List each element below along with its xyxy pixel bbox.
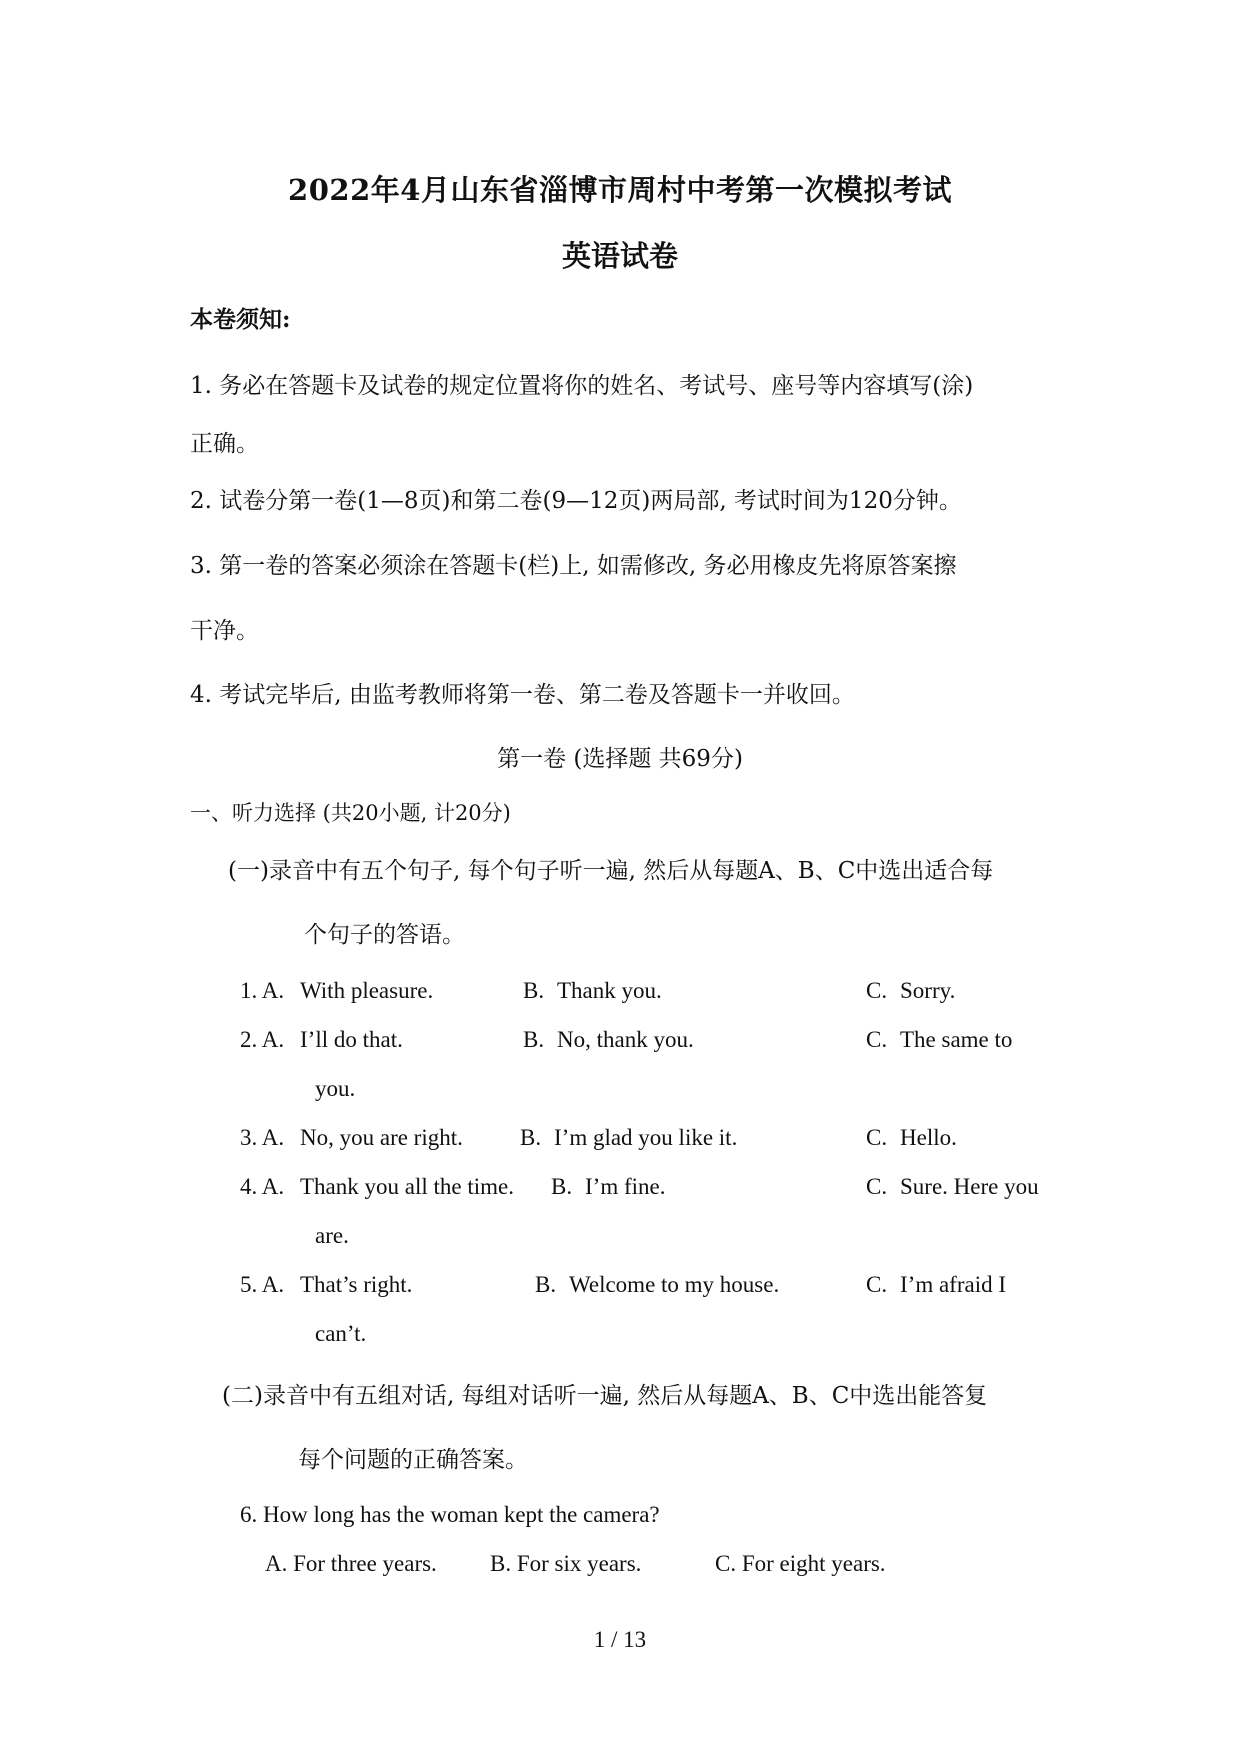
notice-item-2: 2. 试卷分第一卷(1—8页)和第二卷(9—12页)两局部, 考试时间为120分钟。 — [190, 488, 962, 514]
listening-section-title: 一、听力选择 (共20小题, 计20分) — [190, 801, 511, 825]
q4-option-c-cont: are. — [315, 1223, 349, 1248]
q3-number: 3. A. — [240, 1125, 285, 1150]
q2-number: 2. A. — [240, 1027, 285, 1052]
q1-option-c: Sorry. — [900, 978, 956, 1003]
q2-option-c-cont: you. — [315, 1076, 356, 1101]
q3-option-c: Hello. — [900, 1125, 957, 1150]
q4-option-a: Thank you all the time. — [300, 1174, 514, 1199]
q2-option-a: I’ll do that. — [300, 1027, 403, 1052]
q5-option-c-cont: can’t. — [315, 1321, 367, 1346]
q4-option-c-label: C. — [866, 1174, 888, 1199]
q5-option-c-label: C. — [866, 1272, 888, 1297]
notice-item-1: 1. 务必在答题卡及试卷的规定位置将你的姓名、考试号、座号等内容填写(涂) — [190, 373, 974, 399]
q6-stem: 6. How long has the woman kept the camera? — [240, 1502, 660, 1527]
q5-option-b: Welcome to my house. — [569, 1272, 780, 1297]
notice-heading: 本卷须知: — [190, 306, 291, 333]
q5-option-a: That’s right. — [300, 1272, 413, 1297]
page-number: 1 / 13 — [593, 1627, 647, 1652]
q2-option-b-label: B. — [523, 1027, 545, 1052]
exam-subtitle: 英语试卷 — [561, 239, 678, 273]
sub1-instruction-line2: 个句子的答语。 — [304, 922, 465, 948]
q5-number: 5. A. — [240, 1272, 285, 1297]
q1-option-a: With pleasure. — [300, 978, 434, 1003]
part1-heading: 第一卷 (选择题 共69分) — [497, 746, 743, 772]
q1-number: 1. A. — [240, 978, 285, 1003]
exam-title: 2022年4月山东省淄博市周村中考第一次模拟考试 — [288, 173, 952, 207]
q3-option-a: No, you are right. — [300, 1125, 463, 1150]
sub2-instruction-line2: 每个问题的正确答案。 — [298, 1447, 528, 1473]
notice-item-3-cont: 干净。 — [190, 618, 259, 644]
q2-option-c-label: C. — [866, 1027, 888, 1052]
q3-option-b-label: B. — [520, 1125, 542, 1150]
notice-item-4: 4. 考试完毕后, 由监考教师将第一卷、第二卷及答题卡一并收回。 — [190, 682, 855, 708]
sub2-instruction-line1: (二)录音中有五组对话, 每组对话听一遍, 然后从每题A、B、C中选出能答复 — [222, 1383, 988, 1409]
q1-option-c-label: C. — [866, 978, 888, 1003]
q2-option-b: No, thank you. — [557, 1027, 694, 1052]
sub1-instruction-line1: (一)录音中有五个句子, 每个句子听一遍, 然后从每题A、B、C中选出适合每 — [228, 858, 994, 884]
notice-item-3: 3. 第一卷的答案必须涂在答题卡(栏)上, 如需修改, 务必用橡皮先将原答案擦 — [190, 553, 957, 579]
q1-option-b: Thank you. — [557, 978, 662, 1003]
q3-option-b: I’m glad you like it. — [554, 1125, 738, 1150]
q2-option-c: The same to — [900, 1027, 1013, 1052]
q4-option-b-label: B. — [551, 1174, 573, 1199]
q3-option-c-label: C. — [866, 1125, 888, 1150]
q4-option-c: Sure. Here you — [900, 1174, 1039, 1199]
q4-number: 4. A. — [240, 1174, 285, 1199]
q5-option-c: I’m afraid I — [900, 1272, 1006, 1297]
q6-option-a: A. For three years. — [265, 1551, 437, 1576]
q1-option-b-label: B. — [523, 978, 545, 1003]
q5-option-b-label: B. — [535, 1272, 557, 1297]
q4-option-b: I’m fine. — [585, 1174, 666, 1199]
notice-item-1-cont: 正确。 — [190, 431, 259, 457]
q6-option-c: C. For eight years. — [715, 1551, 886, 1576]
q6-option-b: B. For six years. — [490, 1551, 642, 1576]
